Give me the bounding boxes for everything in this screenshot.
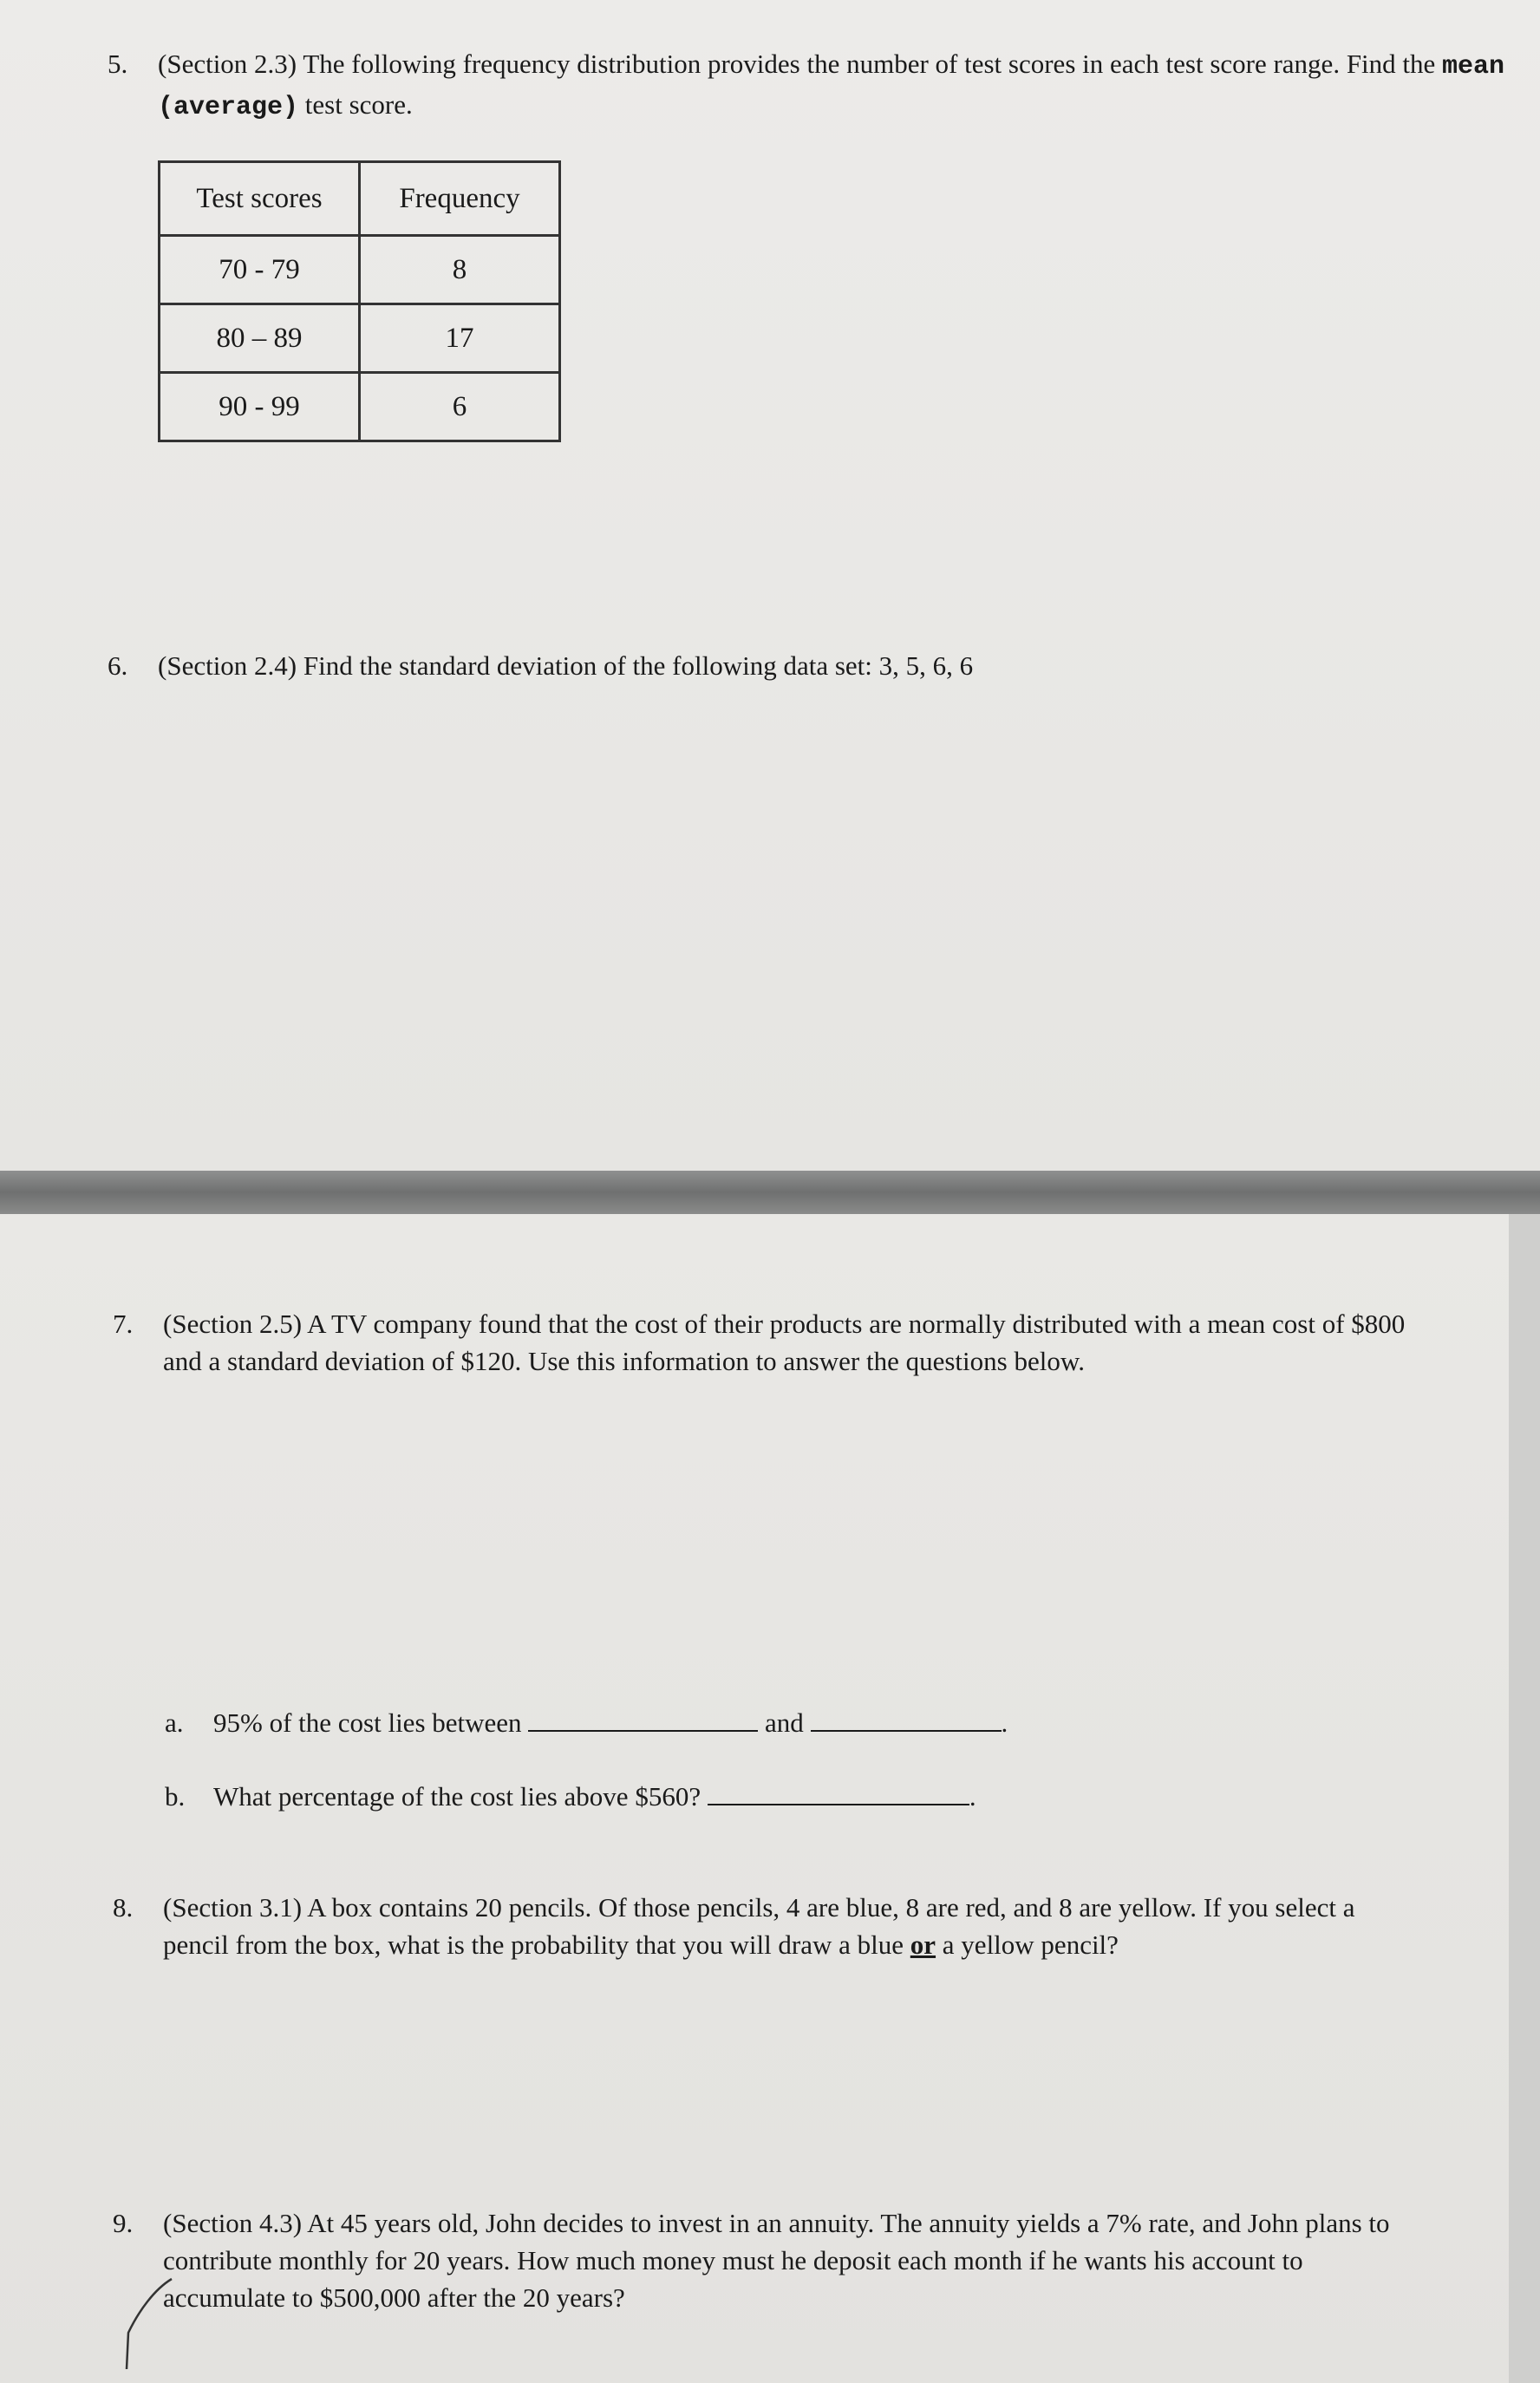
frequency-cell: 17 [360, 304, 560, 373]
question-7-text: (Section 2.5) A TV company found that the cost of their products are normally distributed with a mean cost of $800 and a standard deviation of $120. Use this information to answer the questions below. [163, 1309, 1406, 1376]
question-9-text: (Section 4.3) At 45 years old, John decides to invest in an annuity. The annuity yields a 7% rate, and John plans to contribute monthly for 20 years. How much money must he deposit each month if he wants his account to accumulate to $500,000 after the 20 years? [163, 2208, 1390, 2313]
question-8-text: (Section 3.1) A box contains 20 pencils. Of those pencils, 4 are blue, 8 are red, and 8 are yellow. If you select a pencil from the box, what is the probability that you will draw a blue or a yellow pencil? [163, 1892, 1355, 1960]
column-header: Frequency [360, 162, 560, 236]
frequency-table [158, 160, 561, 442]
pencil-mark-icon [120, 2272, 180, 2376]
answer-blank-percentage[interactable] [708, 1778, 969, 1805]
column-header: Test scores [160, 162, 360, 236]
page-separator [0, 1171, 1540, 1214]
question-8 [113, 1889, 1412, 1963]
answer-blank-lower[interactable] [528, 1704, 758, 1732]
frequency-cell: 6 [360, 373, 560, 441]
table-row [160, 236, 560, 304]
subquestion-label: a. [165, 1707, 184, 1738]
emphasis-or: or [910, 1929, 936, 1960]
emphasis-mean: mean (average) [158, 52, 1505, 122]
score-range-cell: 80 – 89 [160, 304, 360, 373]
question-5 [108, 45, 1511, 127]
question-9 [113, 2204, 1394, 2316]
table-row [160, 304, 560, 373]
page-edge-shadow [1509, 1214, 1540, 2383]
table-header-row [160, 162, 560, 236]
question-number: 7. [113, 1309, 134, 1339]
table-row [160, 373, 560, 441]
question-7b: b. What percentage of the cost lies above $560? . [213, 1778, 976, 1815]
question-6-text: (Section 2.4) Find the standard deviation of the following data set: 3, 5, 6, 6 [158, 650, 974, 681]
question-number: 6. [108, 650, 128, 681]
question-7a: a. 95% of the cost lies between and . [213, 1704, 1008, 1741]
subquestion-label: b. [165, 1781, 186, 1812]
score-range-cell: 90 - 99 [160, 373, 360, 441]
frequency-cell: 8 [360, 236, 560, 304]
question-number: 5. [108, 49, 128, 79]
score-range-cell: 70 - 79 [160, 236, 360, 304]
question-number: 8. [113, 1892, 134, 1923]
question-5-text: (Section 2.3) The following frequency distribution provides the number of test scores in each test score range. Find the mean (average) test score. [158, 49, 1505, 122]
question-number: 9. [113, 2208, 134, 2238]
answer-blank-upper[interactable] [811, 1704, 1002, 1732]
question-6 [108, 647, 1511, 684]
question-7 [113, 1305, 1438, 1380]
